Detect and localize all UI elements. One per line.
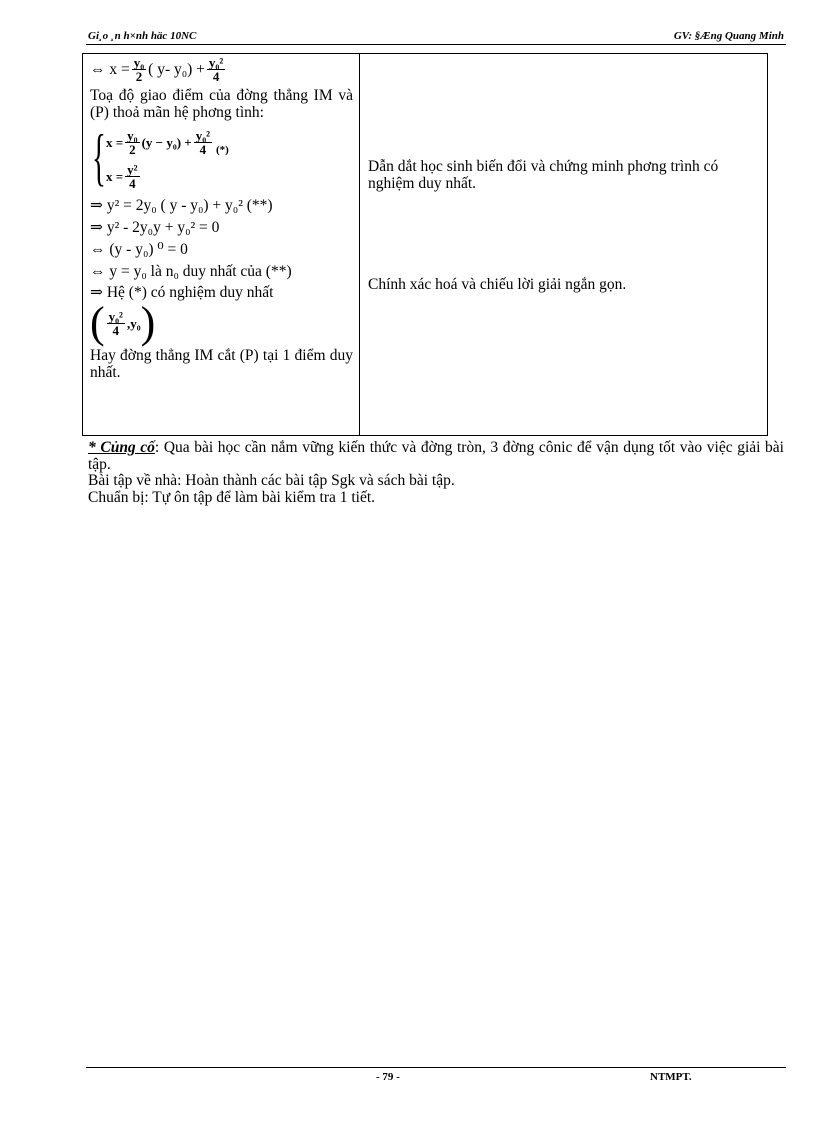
preparation-line: Chuẩn bị: Tự ôn tập để làm bài kiểm tra 1 tiết. [88, 488, 376, 506]
footer-rule [86, 1067, 786, 1068]
right-paren: ) [140, 298, 156, 347]
header-left-title: Gi¸o ¸n h×nh häc 10NC [88, 30, 197, 42]
conclusion-paragraph: Hay đờng thẳng IM cắt (P) tại 1 điểm duy nhất. [90, 347, 353, 381]
system-tag: (*) [216, 144, 229, 156]
fraction-denominator: 4 [129, 175, 136, 191]
teacher-activity-column [360, 54, 767, 435]
lesson-summary [88, 440, 784, 506]
system-lines [106, 125, 229, 193]
teacher-note-1: Dẫn dắt học sinh biến đổi và chứng minh phơng trình có nghiệm duy nhất. [368, 158, 719, 192]
eq-middle: ( y- y₀) + [148, 61, 205, 78]
consolidation-text: : Qua bài học cần nắm vững kiến thức và đờng tròn, 3 đờng cônic để vận dụng tốt vào việc giải bài tập. [88, 439, 784, 473]
fraction-numerator: y₀ [133, 55, 145, 70]
left-paren: ( [90, 298, 105, 347]
fraction-numerator: y₀² [108, 308, 123, 324]
header-right-title: GV: §Æng Quang Minh [673, 30, 784, 42]
system-line-2 [106, 159, 229, 193]
step-line-1: ⇒ y² = 2y₀ ( y - y₀) + y₀² (**) [90, 197, 273, 214]
equation-system [92, 121, 353, 193]
consolidation-label: * Củng cố [88, 439, 155, 456]
page-number: - 79 - [376, 1071, 400, 1083]
point-tail: ,y₀ [126, 315, 141, 331]
equation-x [90, 56, 353, 83]
fraction-denominator: 2 [135, 69, 143, 84]
fraction-numerator: y₀ [127, 127, 138, 143]
fraction-denominator: 4 [212, 69, 220, 84]
curly-brace: { [92, 121, 106, 192]
sys-text: x = [106, 168, 124, 184]
fraction-numerator: y² [127, 161, 138, 177]
fraction [107, 310, 125, 337]
fraction [125, 163, 139, 190]
fraction [132, 56, 146, 83]
intersection-paragraph: Toạ độ giao điểm của đờng thẳng IM và (P) thoả mãn hệ phơng tình: [90, 87, 353, 121]
fraction [207, 56, 225, 83]
fraction [125, 129, 139, 156]
eq-prefix: ⇔ x = [90, 61, 130, 78]
step-line-5: ⇒ Hệ (*) có nghiệm duy nhất [90, 284, 274, 301]
footer-author: NTMPT. [650, 1071, 692, 1083]
step-line-2: ⇒ y² - 2y₀y + y₀² = 0 [90, 219, 220, 236]
consolidation-paragraph [88, 440, 784, 473]
fraction-denominator: 4 [199, 141, 207, 157]
step-line-4: ⇔ y = y₀ là n₀ duy nhất của (**) [90, 263, 292, 280]
sys-text: x = [106, 134, 124, 150]
fraction-denominator: 2 [129, 141, 136, 157]
fraction-denominator: 4 [112, 322, 120, 338]
fraction-numerator: y₀² [208, 55, 224, 70]
header-rule [86, 44, 786, 45]
step-line-3: ⇔ (y - y₀) ⁰ = 0 [90, 241, 188, 258]
lesson-table [82, 53, 768, 436]
sys-text: (y − y₀) + [141, 134, 192, 150]
fraction-numerator: y₀² [195, 127, 210, 143]
system-line-1 [106, 125, 229, 159]
homework-line: Bài tập về nhà: Hoàn thành các bài tập Sgk và sách bài tập. [88, 472, 455, 489]
teacher-note-2: Chính xác hoá và chiếu lời giải ngắn gọn. [368, 276, 627, 293]
student-activity-column [83, 54, 360, 435]
fraction [194, 129, 212, 156]
solution-point [90, 298, 353, 347]
